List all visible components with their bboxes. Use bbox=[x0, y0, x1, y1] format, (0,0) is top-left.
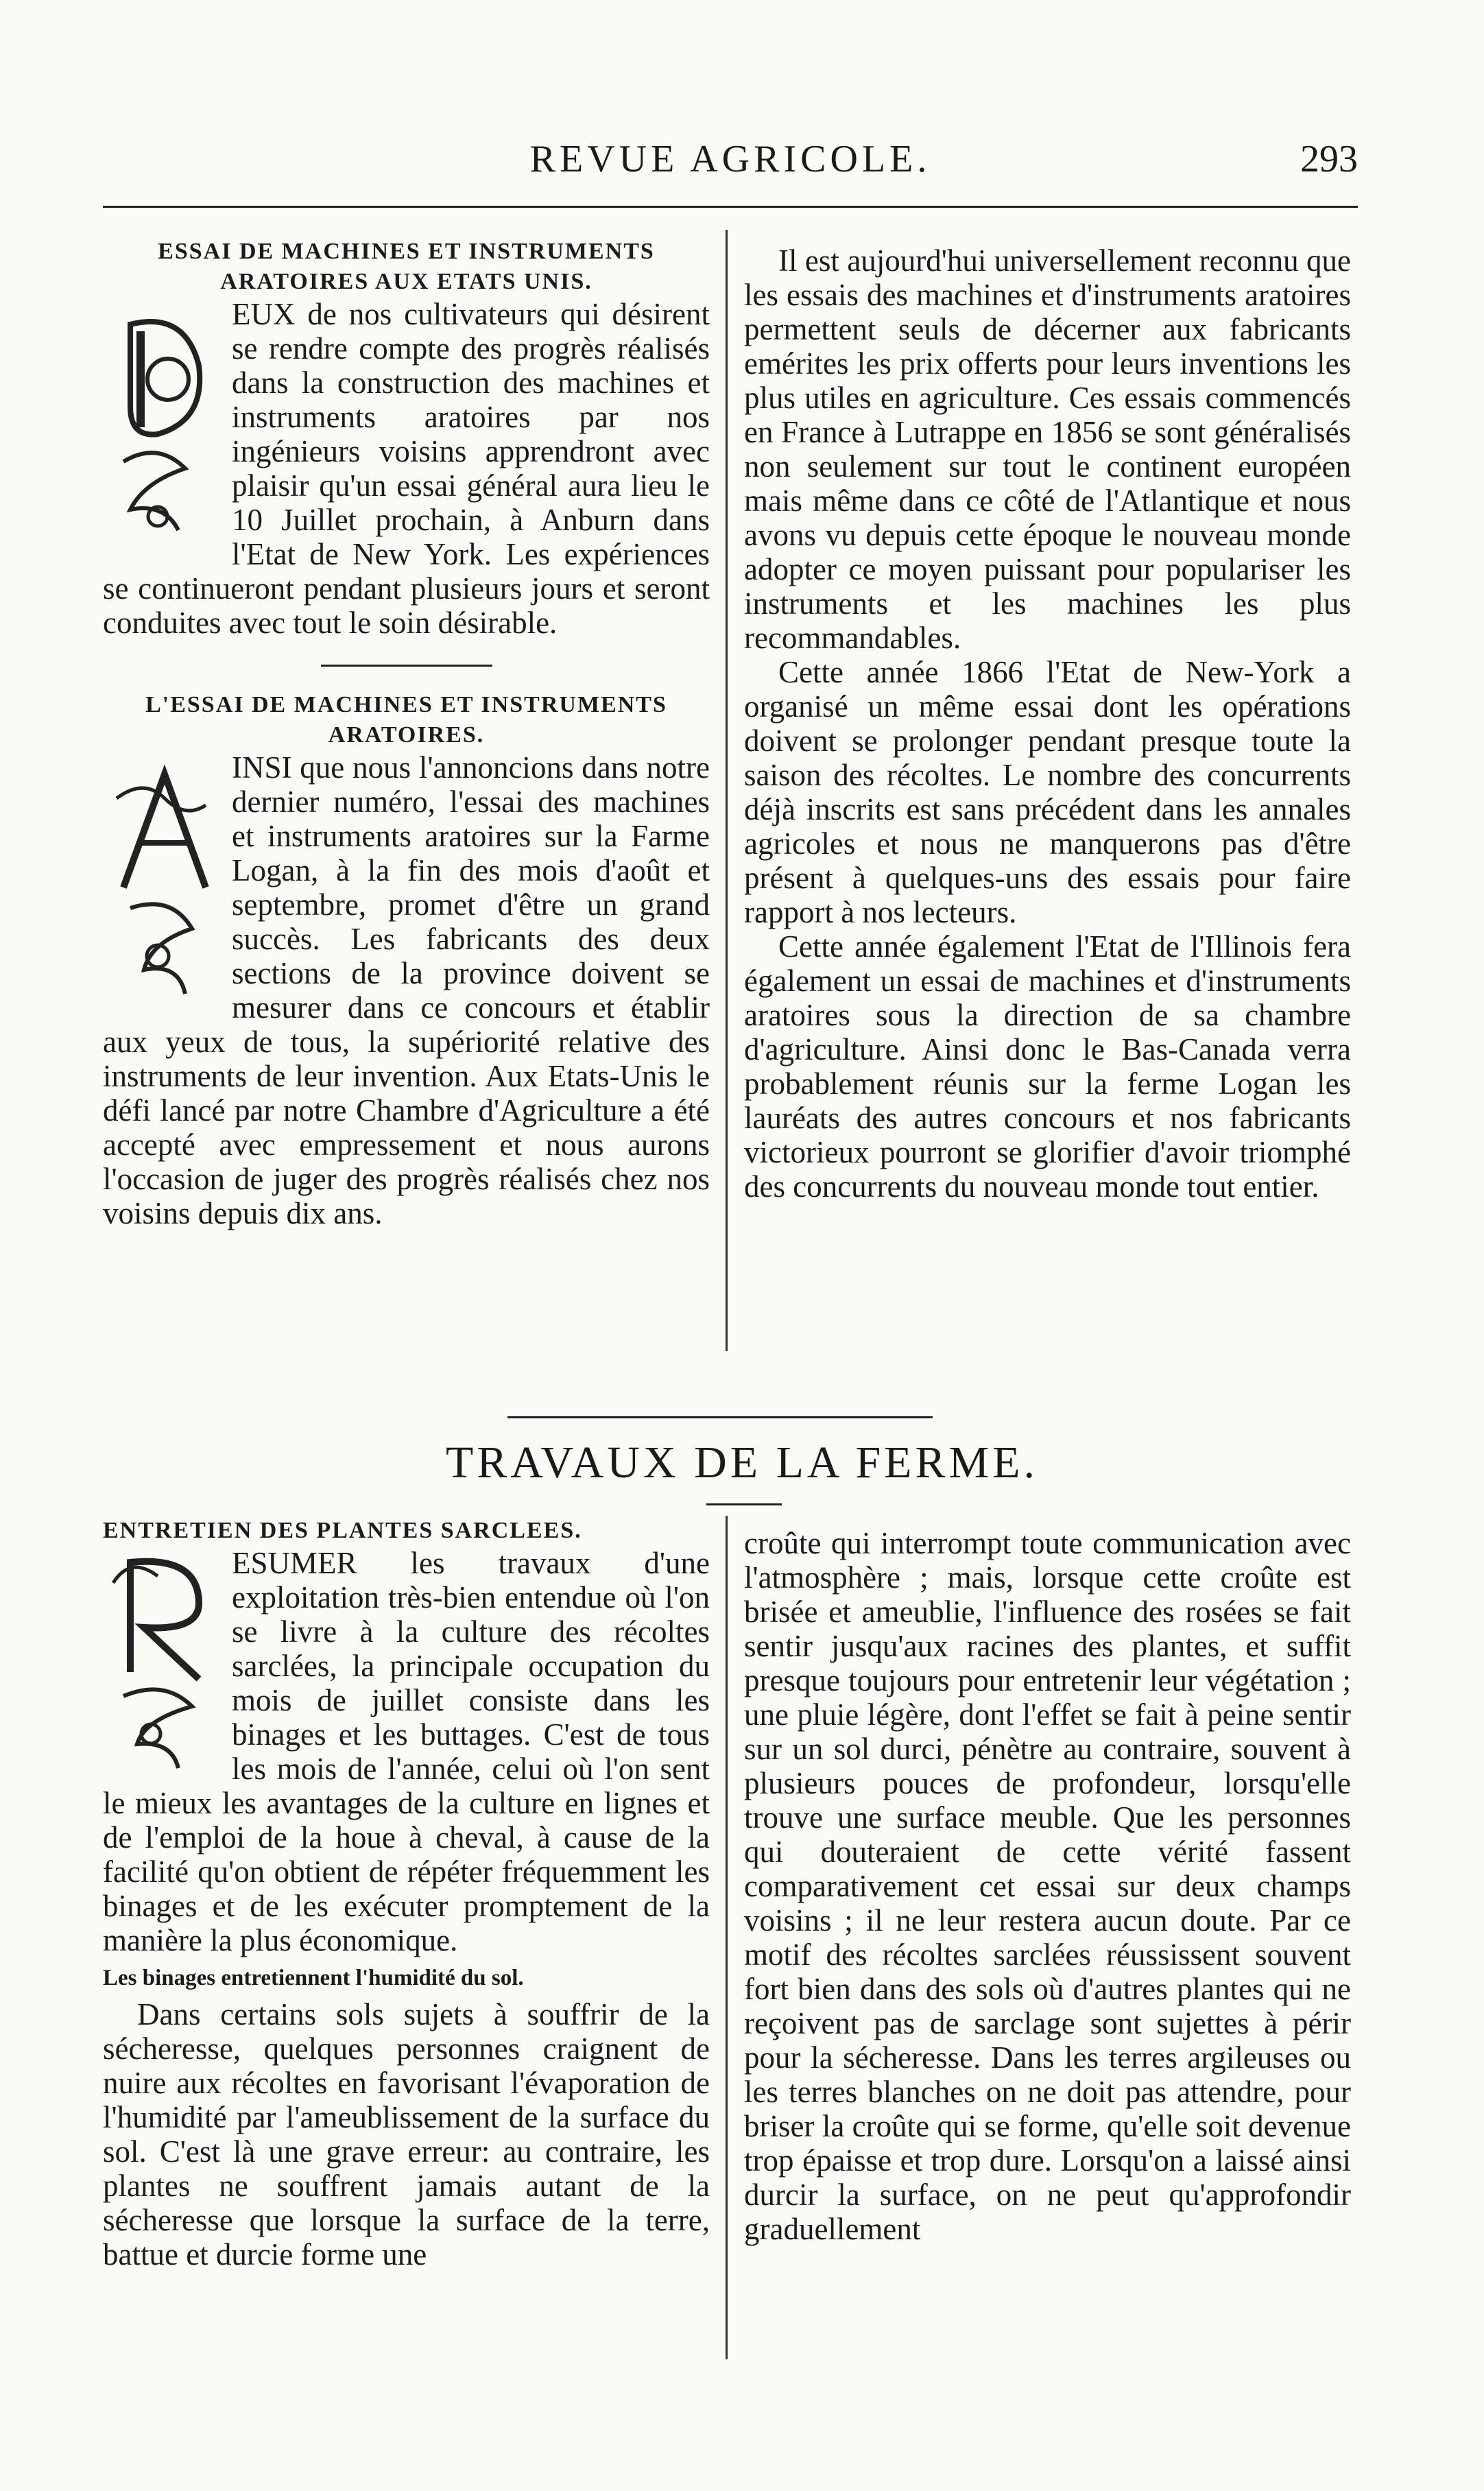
right-column-bottom bbox=[744, 1526, 1351, 2246]
paragraph: Dans certains sols sujets à souffrir de la sécheresse, quelques personnes craignent de nuire aux récoltes en favorisant l'évaporation de l'humidité par l'ameublissement de la surface du sol. C'est là une grave erreur: au contraire, les plantes ne souffrent jamais autant de la sécheresse que lorsque la surface de la terre, battue et durcie forme une bbox=[103, 1997, 710, 2272]
ornamental-letter-D-icon bbox=[103, 304, 219, 551]
paragraph: Cette année 1866 l'Etat de New-York a organisé un même essai dont les opérations doivent se prolonger pendant presque toute la saison des récoltes. Le nombre des concurrents déjà inscrits est sans précédent dans les annales agricoles et nous ne manquerons pas d'être présent à quelques-uns des essais pour faire rapport à nos lecteurs. bbox=[744, 655, 1351, 929]
page-header bbox=[103, 130, 1358, 192]
right-column-top bbox=[744, 243, 1351, 1204]
ornamental-letter-A-icon bbox=[103, 757, 219, 1004]
column-divider bbox=[726, 1516, 728, 2359]
section-heading: ARATOIRES AUX ETATS UNIS. bbox=[220, 269, 593, 294]
section-divider bbox=[321, 665, 492, 667]
title-rule bbox=[706, 1503, 782, 1505]
left-column-top bbox=[103, 237, 710, 1230]
paragraph: INSI que nous l'annoncions dans notre dernier numéro, l'essai des machines et instruments aratoires sur la Farme Logan, à la fin des mois d'août et septembre, promet d'être un grand succès. Les fabricants des deux sections de la province doivent se mesurer dans ce concours et établir aux yeux de tous, la supériorité relative des instruments de leur invention. Aux Etats-Unis le défi lancé par notre Chambre d'Agriculture a été accepté avec empressement et nous aurons l'occasion de juger des progrès réalisés chez nos voisins depuis dix ans. bbox=[103, 750, 710, 1230]
left-column-bottom bbox=[103, 1516, 710, 2272]
paragraph: Cette année également l'Etat de l'Illinois fera également un essai de machines et d'instruments aratoires sous la direction de sa chambre d'agriculture. Ainsi donc le Bas-Canada verra probablement réunis sur la ferme Logan les lauréats des autres concours et nos fabricants victorieux pourront se glorifier d'avoir triomphé des concurrents du nouveau monde tout entier. bbox=[744, 929, 1351, 1204]
paragraph: Il est aujourd'hui universellement reconnu que les essais des machines et d'instruments aratoires permettent seuls de décerner aux fabricants emérites les prix offerts pour leurs inventions les plus utiles en agriculture. Ces essais commencés en France à Lutrappe en 1856 se sont généralisés non seulement sur tout le continent européen mais même dans ce côté de l'Atlantique et nous avons vu depuis cette époque le nouveau monde adopter ce moyen puissant pour populariser les instruments et les machines les plus recommandables. bbox=[744, 243, 1351, 655]
section-heading: ENTRETIEN DES PLANTES SARCLEES. bbox=[103, 1518, 582, 1543]
paragraph: croûte qui interrompt toute communication avec l'atmosphère ; mais, lorsque cette croûte est brisée et ameublie, l'influence des rosées se fait sentir jusqu'aux racines des plantes, et suffit presque toujours pour entretenir leur végétation ; une pluie légère, dont l'effet se fait à peine sentir sur un sol durci, pénètre au contraire, souvent à plusieurs pouces de profondeur, lorsqu'elle trouve une surface meuble. Que les personnes qui douteraient de cette vérité fassent comparativement cet essai sur deux champs voisins ; il ne leur restera aucun doute. Par ce motif des récoltes sarclées réussissent souvent fort bien dans des sols où d'autres plantes qui ne reçoivent pas de sarclage sont sujettes à périr pour la sécheresse. Dans les terres argileuses ou les terres blanches on ne doit pas attendre, pour briser la croûte qui se forme, qu'elle soit devenue trop épaisse et trop dure. Lorsqu'on a laissé ainsi durcir la surface, on ne peut qu'approfondir graduellement bbox=[744, 1526, 1351, 2246]
section-heading: L'ESSAI DE MACHINES ET INSTRUMENTS bbox=[145, 692, 667, 717]
header-rule bbox=[103, 206, 1358, 208]
paragraph: ESUMER les travaux d'une exploitation très-bien entendue où l'on se livre à la culture des récoltes sarclées, la principale occupation du mois de juillet consiste dans les binages et les buttages. C'est de tous les mois de l'année, celui où l'on sent le mieux les avantages de la culture en lignes et de l'emploi de la houe à cheval, à cause de la facilité qu'on obtient de répéter fréquemment les binages et de les exécuter promptement de la manière la plus économique. bbox=[103, 1546, 710, 1957]
subheading: Les binages entretiennent l'humidité du sol. bbox=[103, 1966, 524, 1990]
running-title: REVUE AGRICOLE. bbox=[529, 138, 931, 180]
section-heading: ESSAI DE MACHINES ET INSTRUMENTS bbox=[158, 239, 655, 264]
ornamental-letter-R-icon bbox=[103, 1549, 219, 1775]
paragraph: EUX de nos cultivateurs qui désirent se rendre compte des progrès réalisés dans la construction des machines et instruments aratoires par nos ingénieurs voisins apprendront avec plaisir qu'un essai général aura lieu le 10 Juillet prochain, à Anburn dans l'Etat de New York. Les expériences se continueront pendant plusieurs jours et seront conduites avec tout le soin désirable. bbox=[103, 297, 710, 640]
section-rule bbox=[507, 1416, 933, 1418]
section-title: TRAVAUX DE LA FERME. bbox=[446, 1438, 1038, 1488]
section-heading: ARATOIRES. bbox=[328, 722, 485, 748]
column-divider bbox=[726, 230, 728, 1351]
page-number: 293 bbox=[1300, 138, 1358, 180]
